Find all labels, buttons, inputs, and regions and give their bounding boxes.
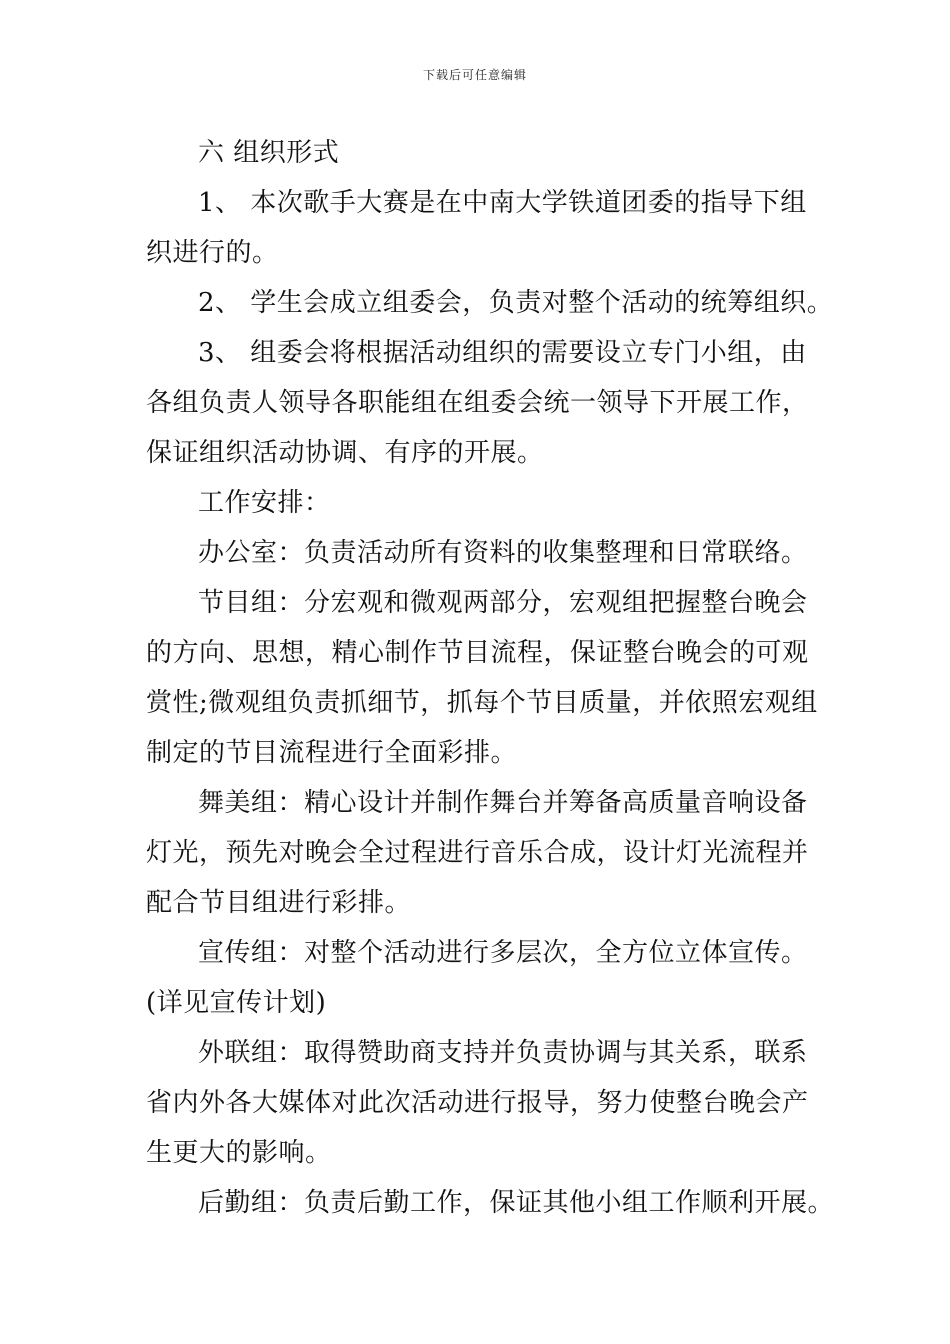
publicity-group-paragraph xyxy=(146,928,806,1028)
text-line: 灯光，预先对晚会全过程进行音乐合成，设计灯光流程并 xyxy=(146,838,809,868)
paragraph-1 xyxy=(146,178,806,278)
section-heading xyxy=(146,128,806,178)
text-line: 2、 学生会成立组委会，负责对整个活动的统筹组织。 xyxy=(198,288,834,318)
text-line: 保证组织活动协调、有序的开展。 xyxy=(146,438,544,468)
work-arrangement-heading xyxy=(146,478,806,528)
text-line: 六 组织形式 xyxy=(198,138,340,168)
office-paragraph xyxy=(146,528,806,578)
text-line: 办公室：负责活动所有资料的收集整理和日常联络。 xyxy=(198,538,808,568)
document-body xyxy=(146,128,835,1228)
text-line: 工作安排： xyxy=(198,488,331,518)
text-line: 制定的节目流程进行全面彩排。 xyxy=(146,738,518,768)
text-line: 宣传组：对整个活动进行多层次，全方位立体宣传。 xyxy=(198,938,808,968)
text-line: 省内外各大媒体对此次活动进行报导，努力使整台晚会产 xyxy=(146,1088,809,1118)
text-line: 舞美组：精心设计并制作舞台并筹备高质量音响设备 xyxy=(198,788,808,818)
text-line: 各组负责人领导各职能组在组委会统一领导下开展工作， xyxy=(146,388,809,418)
text-line: (详见宣传计划) xyxy=(146,988,327,1018)
text-line: 生更大的影响。 xyxy=(146,1138,332,1168)
text-line: 1、 本次歌手大赛是在中南大学铁道团委的指导下组 xyxy=(198,188,807,218)
paragraph-3 xyxy=(146,328,809,478)
text-line: 赏性;微观组负责抓细节，抓每个节目质量，并依照宏观组 xyxy=(146,688,818,718)
text-line: 织进行的。 xyxy=(146,238,279,268)
program-group-paragraph xyxy=(146,578,818,778)
text-line: 的方向、思想，精心制作节目流程，保证整台晚会的可观 xyxy=(146,638,809,668)
text-line: 外联组：取得赞助商支持并负责协调与其关系，联系 xyxy=(198,1038,808,1068)
paragraph-2 xyxy=(146,278,834,328)
stage-group-paragraph xyxy=(146,778,809,928)
page-header: 下载后可任意编辑 xyxy=(422,68,527,82)
external-group-paragraph xyxy=(146,1028,809,1178)
text-line: 配合节目组进行彩排。 xyxy=(146,888,412,918)
text-line: 后勤组：负责后勤工作，保证其他小组工作顺利开展。 xyxy=(198,1188,835,1218)
text-line: 3、 组委会将根据活动组织的需要设立专门小组，由 xyxy=(198,338,807,368)
logistics-group-paragraph xyxy=(146,1178,835,1228)
text-line: 节目组：分宏观和微观两部分，宏观组把握整台晚会 xyxy=(198,588,808,618)
